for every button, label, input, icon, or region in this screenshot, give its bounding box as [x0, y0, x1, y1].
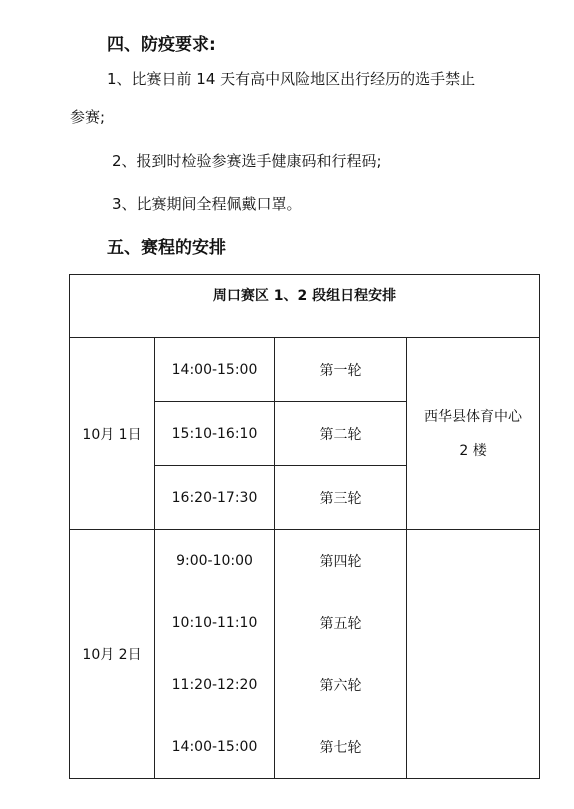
- rule-item-2: 2、报到时检验参赛选手健康码和行程码;: [112, 152, 382, 170]
- venue-cell-empty: [407, 530, 540, 779]
- time-cell: 9:00-10:00: [155, 530, 275, 593]
- round-cell: 第二轮: [275, 402, 407, 466]
- table-row: [70, 530, 540, 593]
- schedule-title: 周口赛区 1、2 段组日程安排: [70, 275, 540, 338]
- date-cell-day-2: 10月 2日: [70, 530, 155, 779]
- venue-cell: [407, 338, 540, 530]
- time-cell: 11:20-12:20: [155, 654, 275, 716]
- round-cell: 第七轮: [275, 716, 407, 779]
- schedule-title-row: [70, 275, 540, 338]
- rule-item-1-line-1: 1、比赛日前 14 天有高中风险地区出行经历的选手禁止: [107, 70, 476, 88]
- round-cell: 第四轮: [275, 530, 407, 593]
- time-cell: 15:10-16:10: [155, 402, 275, 466]
- schedule-table: [69, 274, 540, 779]
- time-cell: 10:10-11:10: [155, 592, 275, 654]
- section-5-heading: 五、赛程的安排: [107, 238, 226, 258]
- rule-item-1-line-2: 参赛;: [70, 108, 106, 126]
- rule-item-3: 3、比赛期间全程佩戴口罩。: [112, 195, 302, 213]
- time-cell: 16:20-17:30: [155, 466, 275, 530]
- round-cell: 第六轮: [275, 654, 407, 716]
- date-cell-day-1: 10月 1日: [70, 338, 155, 530]
- table-row: [70, 338, 540, 402]
- round-cell: 第三轮: [275, 466, 407, 530]
- section-4-heading: 四、防疫要求:: [107, 35, 216, 55]
- venue-name: 西华县体育中心: [424, 408, 523, 425]
- venue-floor: 2 楼: [459, 442, 487, 459]
- time-cell: 14:00-15:00: [155, 338, 275, 402]
- round-cell: 第五轮: [275, 592, 407, 654]
- time-cell: 14:00-15:00: [155, 716, 275, 779]
- round-cell: 第一轮: [275, 338, 407, 402]
